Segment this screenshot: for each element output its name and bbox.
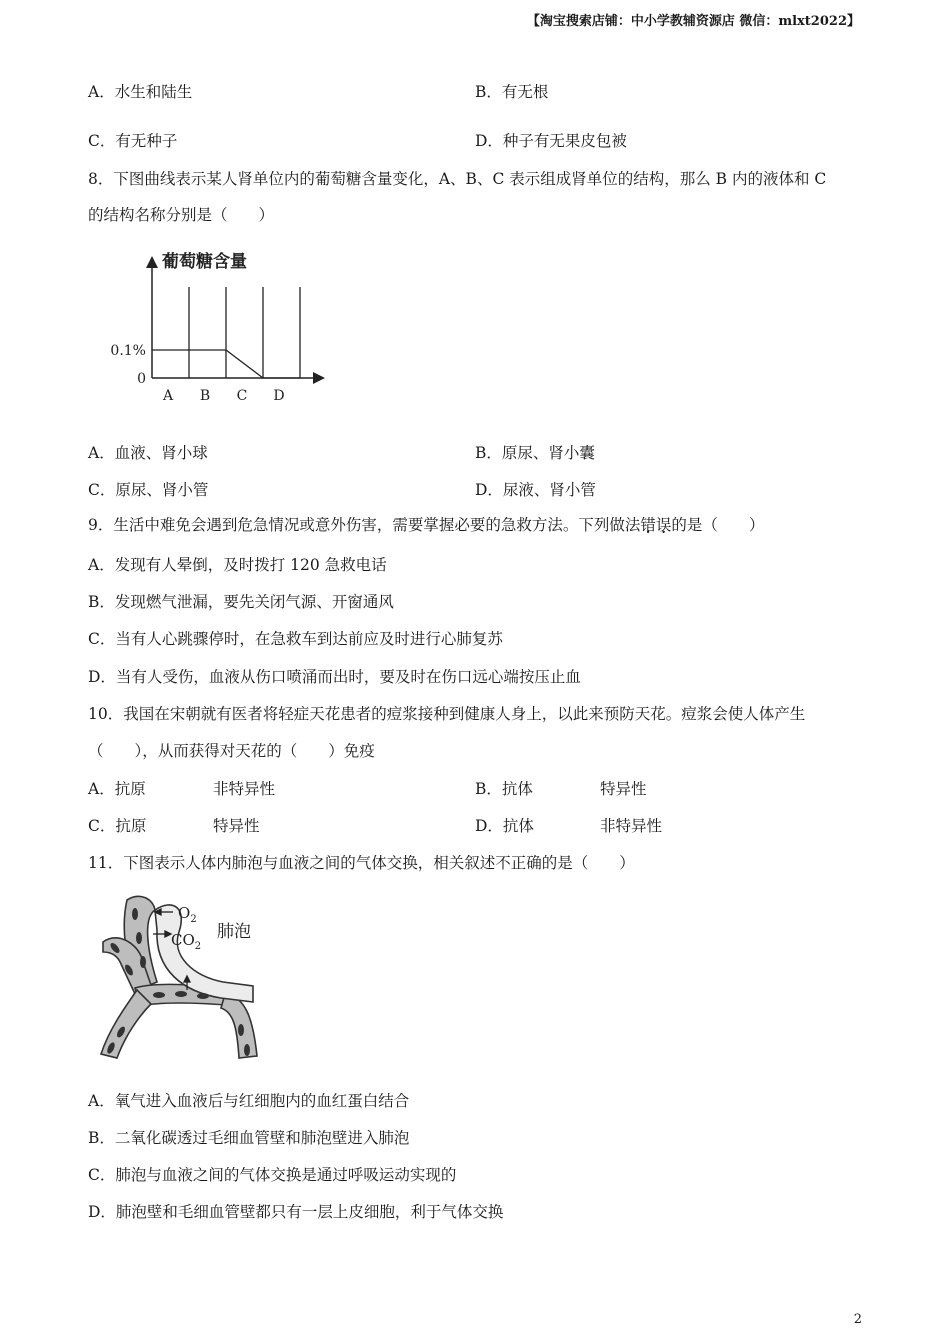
o2-label: $O_2$: [178, 904, 197, 925]
x-tick-c: C: [236, 388, 248, 404]
q9-stem: [88, 515, 764, 535]
q10-stem-line1: 10．我国在宋朝就有医者将轻症天花患者的痘浆接种到健康人身上，以此来预防天花。痘浆会使人体产生: [88, 705, 806, 723]
q7-option-c: C．有无种子: [88, 132, 178, 150]
q8-option-d: D．尿液、肾小管: [475, 481, 596, 499]
q7-option-b: B．有无根: [475, 83, 549, 101]
q10-option-a-2: 非特异性: [213, 780, 276, 798]
x-tick-b: B: [199, 388, 211, 404]
q8-stem-line1: 8．下图曲线表示某人肾单位内的葡萄糖含量变化，A、B、C 表示组成肾单位的结构，那么 B 内的液体和 C: [88, 170, 827, 188]
q11-option-c: C．肺泡与血液之间的气体交换是通过呼吸运动实现的: [88, 1166, 457, 1184]
q10-option-d-2: 非特异性: [600, 817, 663, 835]
alveolus-gas-exchange-figure: [95, 890, 295, 1065]
q10-option-c-1: C．抗原: [88, 817, 147, 835]
q9-stem-pre: 9．生活中难免会遇到危急情况或意外伤害，需要掌握必要的急救方法。下列做法: [88, 516, 641, 534]
q9-option-a: A．发现有人晕倒，及时拨打 120 急救电话: [88, 556, 387, 574]
q9-option-c: C．当有人心跳骤停时，在急救车到达前应及时进行心肺复苏: [88, 630, 503, 648]
q8-stem-line2: 的结构名称分别是（ ）: [88, 206, 275, 224]
y-tick-0: 0: [137, 371, 146, 387]
q9-emphasis-1: 错: [640, 516, 656, 534]
page-header: 【淘宝搜索店铺：中小学教辅资源店 微信：mlxt2022】: [526, 14, 860, 29]
q8-option-b: B．原尿、肾小囊: [475, 444, 595, 462]
q10-option-c-2: 特异性: [213, 817, 260, 835]
q10-option-d-1: D．抗体: [475, 817, 534, 835]
q10-stem-line2: （ ），从而获得对天花的（ ）免疫: [88, 742, 375, 760]
y-axis-label: 葡萄糖含量: [162, 252, 247, 272]
x-tick-a: A: [162, 388, 174, 404]
q11-stem: 11．下图表示人体内肺泡与血液之间的气体交换，相关叙述不正确的是（ ）: [88, 854, 635, 872]
x-tick-d: D: [273, 388, 285, 404]
q10-option-b-2: 特异性: [600, 780, 647, 798]
y-tick-01: 0.1%: [110, 343, 146, 359]
co2-label: $CO_2$: [171, 931, 202, 952]
glucose-chart: [100, 245, 340, 410]
q10-option-b-1: B．抗体: [475, 780, 533, 798]
q11-option-a: A．氧气进入血液后与红细胞内的血红蛋白结合: [88, 1092, 410, 1110]
q8-option-c: C．原尿、肾小管: [88, 481, 209, 499]
q8-option-a: A．血液、肾小球: [88, 444, 208, 462]
q11-option-b: B．二氧化碳透过毛细血管壁和肺泡壁进入肺泡: [88, 1129, 410, 1147]
page-number: 2: [853, 1312, 862, 1327]
q10-option-a-1: A．抗原: [88, 780, 146, 798]
q9-option-b: B．发现燃气泄漏，要先关闭气源、开窗通风: [88, 593, 394, 611]
q9-stem-post: 的是（ ）: [671, 516, 765, 534]
q11-option-d: D．肺泡壁和毛细血管壁都只有一层上皮细胞，利于气体交换: [88, 1203, 504, 1221]
q9-option-d: D．当有人受伤，血液从伤口喷涌而出时，要及时在伤口远心端按压止血: [88, 668, 581, 686]
q7-option-d: D．种子有无果皮包被: [475, 132, 627, 150]
q7-option-a: A．水生和陆生: [88, 83, 193, 101]
alveolus-label: 肺泡: [217, 922, 251, 942]
q9-emphasis-2: 误: [655, 516, 672, 534]
